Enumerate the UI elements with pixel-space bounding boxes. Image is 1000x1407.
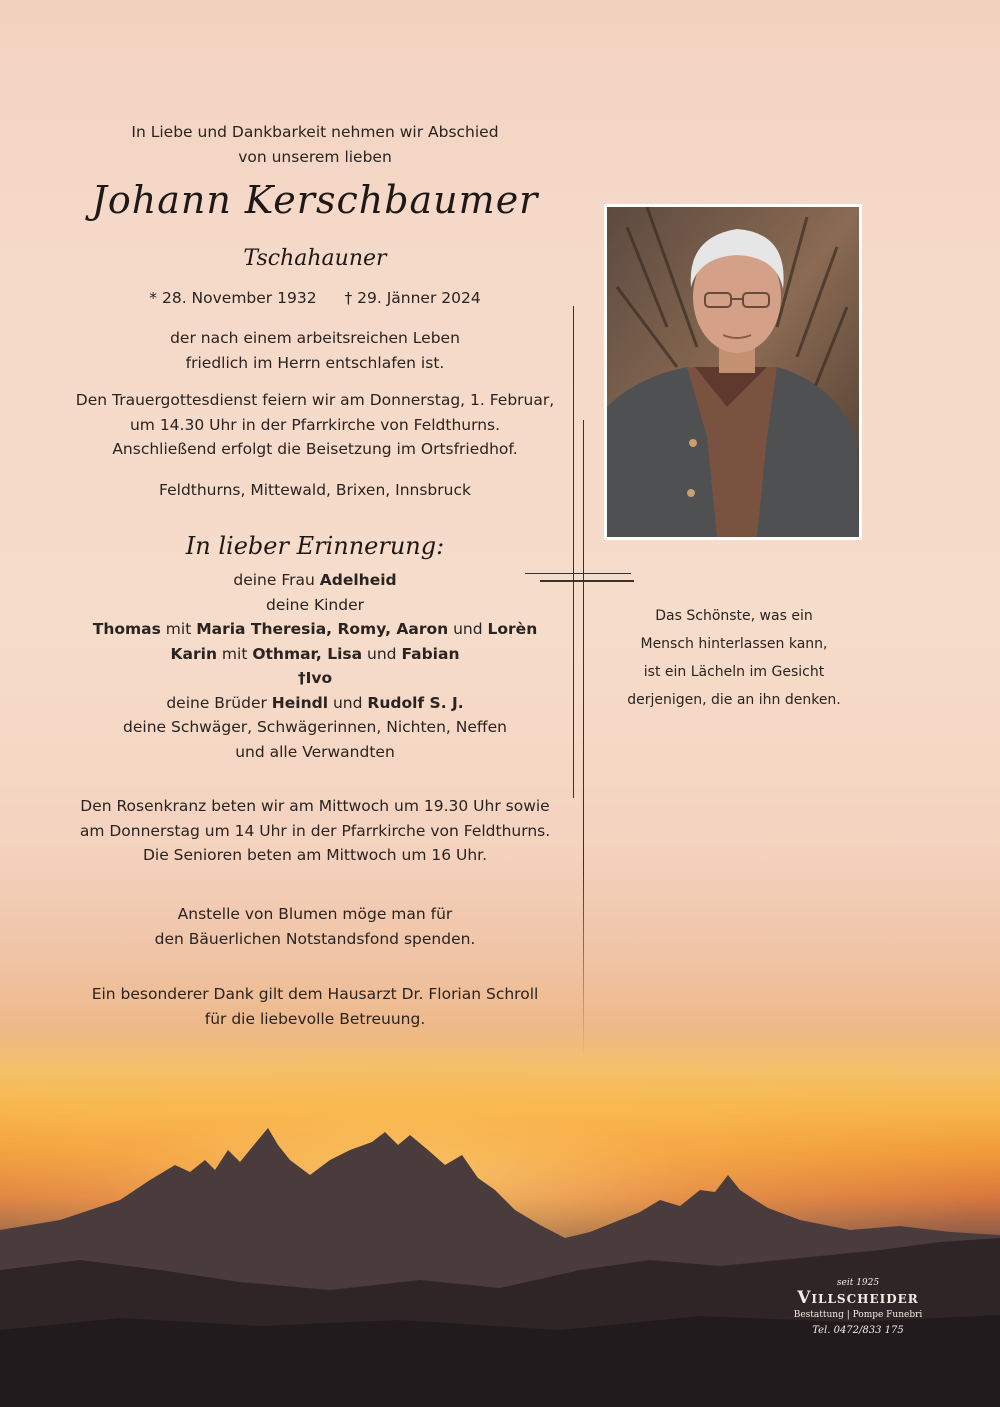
rosary-line-3: Die Senioren beten am Mittwoch um 16 Uhr. [142, 846, 488, 864]
service-line-3: Anschließend erfolgt die Beisetzung im Ortsfriedhof. [112, 440, 518, 458]
logo-phone: Tel. 0472/833 175 [812, 1325, 904, 1336]
thanks-line-1: Ein besonderer Dank gilt dem Hausarzt Dr. Florian Schroll [91, 985, 539, 1003]
brothers-prefix: deine Brüder [166, 693, 272, 712]
child-3-name: †Ivo [297, 669, 333, 687]
service-line-1: Den Trauergottesdienst feiern wir am Donnerstag, 1. Februar, [75, 391, 555, 409]
flowers-line-1: Anstelle von Blumen möge man für [177, 905, 453, 923]
child-1-name: Thomas [92, 620, 161, 638]
quote-line-1: Das Schönste, was ein [655, 608, 813, 624]
wife-line [60, 568, 570, 593]
brothers-and: und [328, 693, 368, 712]
brothers-line [60, 691, 570, 716]
cross-horizontal-line-1 [525, 573, 631, 574]
memorial-quote [600, 602, 868, 714]
intro-line-2: von unserem lieben [238, 147, 392, 166]
passing-line-2: friedlich im Herrn entschlafen ist. [185, 353, 445, 372]
thanks-text [60, 982, 570, 1031]
deceased-nickname: Tschahauner [243, 246, 387, 271]
logo-name: Villscheider [797, 1288, 919, 1308]
child-1-family: Maria Theresia, Romy, Aaron [196, 620, 449, 638]
death-date: † 29. Jänner 2024 [344, 289, 481, 307]
quote-line-4: derjenigen, die an ihn denken. [627, 692, 841, 708]
service-line-2: um 14.30 Uhr in der Pfarrkirche von Feldthurns. [129, 415, 501, 434]
flowers-line-2: den Bäuerlichen Notstandsfond spenden. [154, 929, 476, 948]
rosary-line-1: Den Rosenkranz beten wir am Mittwoch um 19.30 Uhr sowie [80, 797, 550, 815]
relatives-line: und alle Verwandten [235, 742, 395, 761]
rosary-text [60, 794, 570, 868]
mountain-silhouette [0, 1120, 1000, 1407]
logo-since: seit 1925 [836, 1278, 880, 1288]
logo-tagline: Bestattung | Pompe Funebri [793, 1310, 923, 1320]
flowers-text [60, 902, 570, 951]
intro-text [60, 120, 570, 169]
quote-line-3: ist ein Lächeln im Gesicht [643, 664, 825, 680]
cross-vertical-line-1 [573, 306, 574, 798]
places-text: Feldthurns, Mittewald, Brixen, Innsbruck [159, 481, 471, 499]
wife-prefix: deine Frau [233, 571, 320, 589]
child-2-and: und [362, 644, 402, 663]
life-dates [60, 286, 570, 311]
service-text [60, 388, 570, 462]
child-line-1 [60, 617, 570, 642]
brother-1-name: Heindl [271, 693, 329, 712]
child-line-3 [60, 666, 570, 691]
wife-name: Adelheid [319, 571, 397, 589]
thanks-line-2: für die liebevolle Betreuung. [204, 1009, 426, 1028]
child-1-with: mit [160, 620, 197, 638]
child-2-name: Karin [170, 644, 217, 663]
child-1-and: und [448, 620, 488, 638]
child-2-family: Othmar, Lisa [252, 644, 363, 663]
child-line-2 [60, 642, 570, 667]
child-1-last: Lorèn [487, 620, 538, 638]
passing-text [60, 326, 570, 375]
cross-horizontal-line-2 [540, 580, 634, 582]
quote-line-2: Mensch hinterlassen kann, [640, 636, 828, 652]
family-list [60, 568, 570, 764]
funeral-home-logo [778, 1278, 938, 1340]
passing-line-1: der nach einem arbeitsreichen Leben [170, 329, 460, 347]
cross-vertical-line-2 [583, 420, 584, 1058]
deceased-name: Johann Kerschbaumer [91, 178, 539, 222]
inlaws-line: deine Schwäger, Schwägerinnen, Nichten, Neffen [123, 718, 507, 736]
portrait-illustration [607, 207, 859, 537]
remembrance-heading: In lieber Erinnerung: [185, 532, 445, 560]
children-label: deine Kinder [265, 595, 364, 614]
birth-date: * 28. November 1932 [149, 289, 317, 307]
portrait-photo [604, 204, 862, 540]
child-2-with: mit [216, 644, 253, 663]
brother-2-name: Rudolf S. J. [367, 693, 464, 712]
intro-line-1: In Liebe und Dankbarkeit nehmen wir Abschied [131, 123, 499, 141]
child-2-last: Fabian [401, 644, 460, 663]
rosary-line-2: am Donnerstag um 14 Uhr in der Pfarrkirche von Feldthurns. [79, 821, 551, 840]
